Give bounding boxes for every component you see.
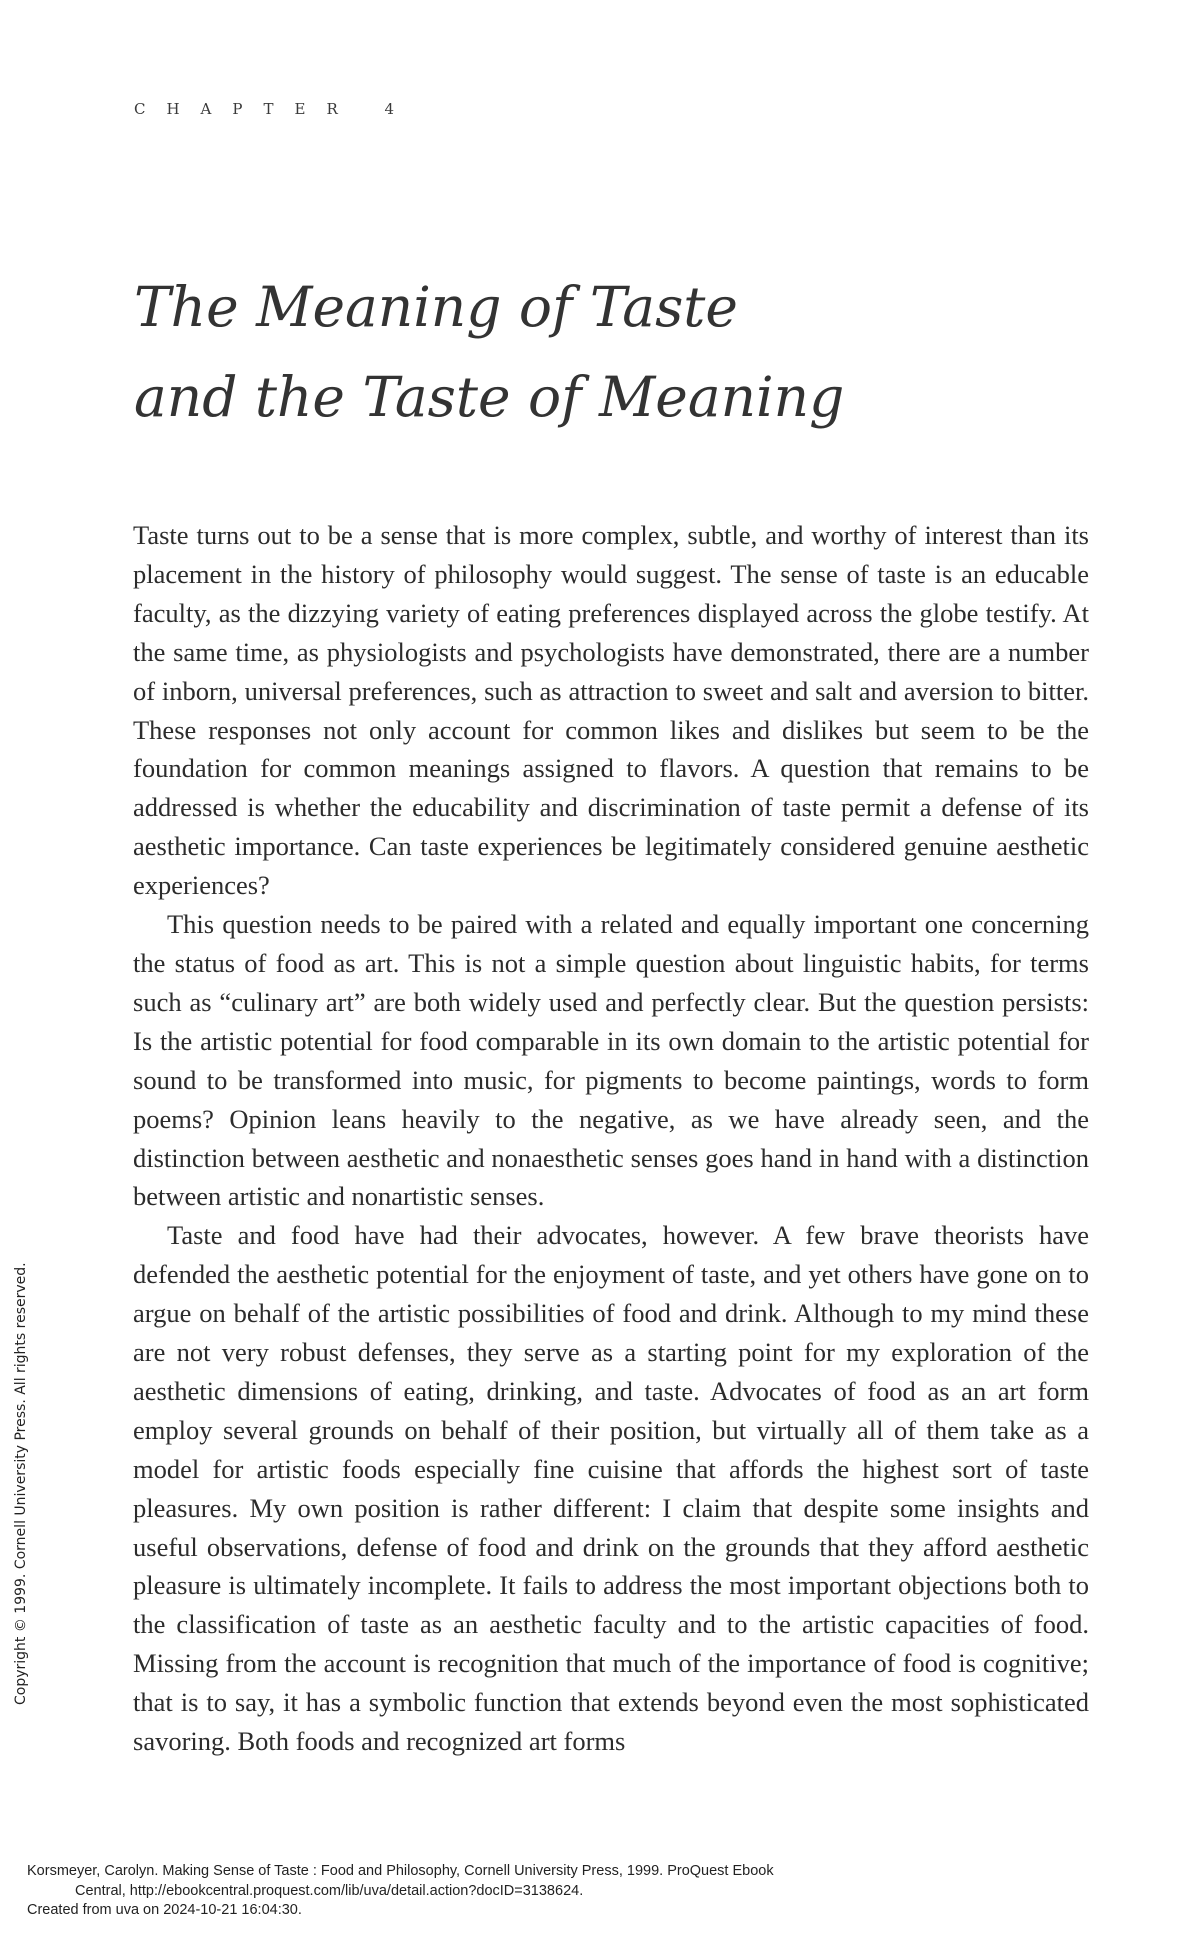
paragraph-1: Taste turns out to be a sense that is more complex, subtle, and worthy of interest than its placement in the history of philosophy would suggest. The sense of taste is an educable faculty, as the dizzying variety of eating preferences displayed across the globe testify. At the same time, as physiologists and psychologists have demonstrated, there are a number of inborn, universal preferences, such as attraction to sweet and salt and aversion to bitter. These responses not only account for common likes and dislikes but seem to be the foundation for common meanings assigned to flavors. A question that remains to be addressed is whether the educability and discrimination of taste permit a defense of its aesthetic importance. Can taste experiences be legitimately considered genuine aesthetic experiences? [133, 520, 1089, 901]
paragraph-3: Taste and food have had their advocates, however. A few brave theorists have defended the aesthetic potential for the enjoyment of taste, and yet others have gone on to argue on behalf of the artistic possibilities of food and drink. Although to my mind these are not very robust defenses, they serve as a starting point for my exploration of the aesthetic dimensions of eating, drinking, and taste. Advocates of food as an art form employ several grounds on behalf of their position, but virtually all of them take as a model for artistic foods especially fine cuisine that affords the highest sort of taste pleasures. My own position is rather different: I claim that despite some insights and useful observations, defense of food and drink on the grounds that they afford aesthetic pleasure is ultimately incomplete. It fails to address the most important objections both to the classification of taste as an aesthetic faculty and to the artistic capacities of food. Missing from the account is recognition that much of the importance of food is cognitive; that is to say, it has a symbolic function that extends beyond even the most sophisticated savoring. Both foods and recognized art forms [133, 1220, 1089, 1757]
copyright-notice: Copyright © 1999. Cornell University Press. All rights reserved. [13, 1262, 29, 1705]
body-text [133, 516, 1089, 1761]
paragraph-2: This question needs to be paired with a related and equally important one concerning the status of food as art. This is not a simple question about linguistic habits, for terms such as “culinary art” are both widely used and perfectly clear. But the question persists: Is the artistic potential for food comparable in its own domain to the artistic potential for sound to be transformed into music, for pigments to become paintings, words to form poems? Opinion leans heavily to the negative, as we have already seen, and the distinction between aesthetic and nonaesthetic senses goes hand in hand with a distinction between artistic and nonartistic senses. [133, 909, 1089, 1212]
chapter-title [134, 262, 1114, 442]
citation-footer [27, 1862, 774, 1921]
chapter-title-line-2: and the Taste of Meaning [134, 365, 845, 429]
chapter-title-line-1: The Meaning of Taste [134, 275, 738, 339]
chapter-label: CHAPTER 4 [134, 100, 416, 118]
citation-line-3: Created from uva on 2024-10-21 16:04:30. [27, 1902, 302, 1918]
citation-line-1: Korsmeyer, Carolyn. Making Sense of Taste : Food and Philosophy, Cornell University Press, 1999. ProQuest Ebook [27, 1863, 774, 1879]
citation-line-2: Central, http://ebookcentral.proquest.com/lib/uva/detail.action?docID=3138624. [75, 1882, 584, 1899]
